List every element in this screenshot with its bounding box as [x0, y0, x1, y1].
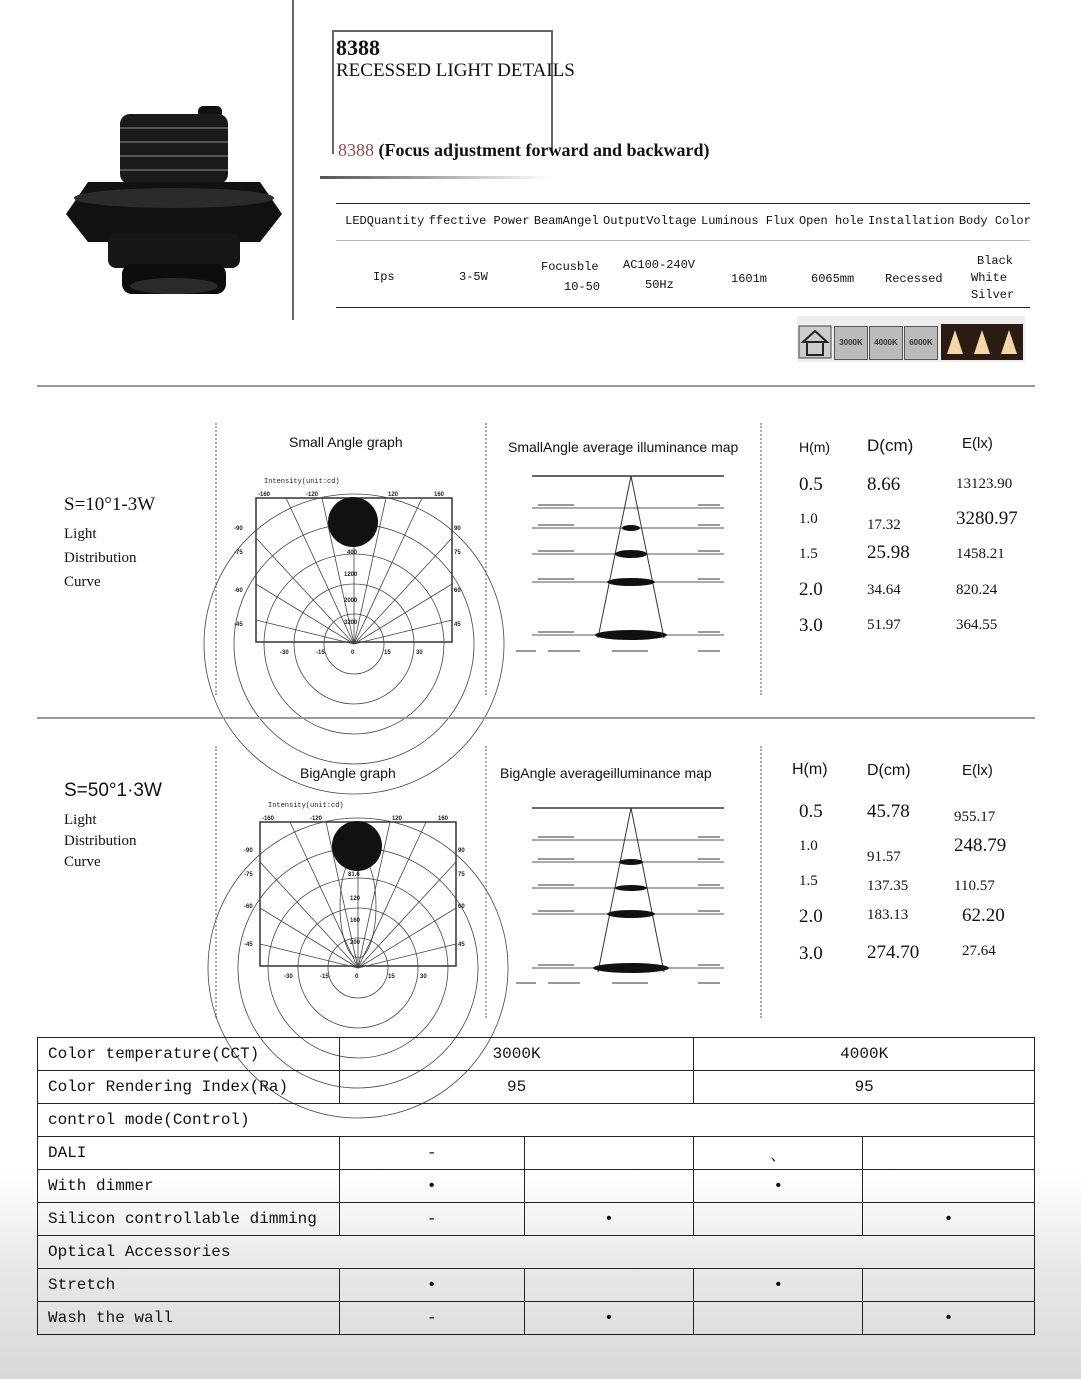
spec-header: Open hole [798, 214, 864, 228]
spec-beam-line1: Focusble [541, 260, 599, 274]
polar-tick: -60 [244, 904, 253, 910]
polar-tick: -75 [234, 550, 243, 556]
small-h-header: H(m) [799, 439, 831, 455]
big-d-value: 137.35 [867, 878, 909, 894]
optical-accessories-label: Optical Accessories [38, 1236, 1035, 1269]
table-row [38, 1071, 1035, 1104]
sub-model: 8388 [338, 140, 374, 160]
polar-tick: 60 [458, 904, 465, 910]
polar-intensity-blob [328, 497, 378, 547]
table-row [38, 1038, 1035, 1071]
polar-intensity-blob [332, 821, 382, 871]
dimmer-mark [524, 1170, 694, 1203]
polar-value: 200 [350, 940, 361, 946]
polar-unit: Intensity(unit:cd) [268, 802, 344, 810]
polar-tick: -90 [244, 848, 253, 854]
house-icon [799, 326, 831, 358]
small-h-value: 0.5 [799, 474, 823, 495]
table-row [38, 1236, 1035, 1269]
cct-badge-6000k: 6000K [904, 326, 938, 360]
polar-tick: 45 [454, 622, 461, 628]
big-dash-3 [760, 746, 762, 1018]
small-polar-chart [236, 474, 468, 662]
polar-tick: 45 [458, 942, 465, 948]
polar-tick: 30 [416, 650, 423, 656]
big-h-value: 1.0 [799, 838, 818, 854]
small-d-value: 17.32 [867, 517, 901, 533]
polar-tick: 15 [384, 650, 391, 656]
polar-tick: -15 [320, 974, 329, 980]
small-h-value: 3.0 [799, 615, 823, 636]
spec-header-row [343, 214, 1033, 228]
cct-label: Color temperature(CCT) [38, 1038, 340, 1071]
table-row [38, 1104, 1035, 1137]
spec-mid-rule [336, 240, 1030, 241]
big-e-value: 27.64 [962, 943, 996, 959]
wash-mark: - [339, 1302, 524, 1335]
polar-tick: -160 [258, 492, 271, 498]
big-e-value: 62.20 [962, 905, 1005, 926]
polar-tick: -90 [234, 526, 243, 532]
silicon-mark: - [339, 1203, 524, 1236]
big-polar-chart [240, 796, 472, 984]
wash-mark: • [524, 1302, 694, 1335]
subtitle [338, 139, 710, 161]
polar-tick: 15 [388, 974, 395, 980]
spec-hole: 6065mm [811, 272, 855, 286]
polar-tick: 60 [454, 588, 461, 594]
polar-tick: -15 [316, 650, 325, 656]
control-spec-table [37, 1037, 1035, 1335]
polar-unit: Intensity(unit:cd) [264, 478, 340, 486]
spec-flux: 1601m [731, 272, 768, 286]
dali-mark: - [339, 1137, 524, 1170]
cct-3000k: 3000K [339, 1038, 694, 1071]
big-e-header: E(lx) [962, 762, 993, 779]
table-row [38, 1170, 1035, 1203]
polar-tick: 90 [454, 526, 461, 532]
polar-tick: 0 [351, 650, 355, 656]
big-dash-2 [485, 746, 487, 1018]
big-d-value: 45.78 [867, 801, 910, 822]
dali-mark [863, 1137, 1035, 1170]
small-e-value: 820.24 [956, 582, 998, 598]
small-dash-2 [485, 423, 487, 695]
cct-badge-3000k: 3000K [834, 326, 868, 360]
spec-header: ffective Power [428, 214, 530, 228]
dimmer-mark: • [694, 1170, 863, 1203]
polar-value: 400 [347, 550, 358, 556]
small-illuminance-map [512, 468, 732, 658]
label-line: Light [64, 812, 97, 828]
small-d-value: 25.98 [867, 542, 910, 563]
silicon-label: Silicon controllable dimming [38, 1203, 340, 1236]
silicon-mark: • [863, 1203, 1035, 1236]
polar-value: 2000 [344, 598, 358, 604]
polar-tick: 120 [388, 492, 399, 498]
stretch-mark: • [339, 1269, 524, 1302]
polar-tick: 160 [438, 816, 449, 822]
header-divider [292, 0, 294, 320]
spec-power: 3-5W [459, 270, 488, 284]
polar-value: 1200 [344, 572, 358, 578]
wash-mark [694, 1302, 863, 1335]
polar-tick: 120 [392, 816, 403, 822]
big-e-value: 248.79 [954, 835, 1007, 856]
cri-3000k: 95 [339, 1071, 694, 1104]
feature-badges [797, 316, 1025, 362]
big-section-label [64, 810, 137, 873]
spec-color-line2: White [971, 271, 1008, 285]
polar-tick: -120 [310, 816, 323, 822]
big-section-title: S=50°1·3W [64, 780, 162, 801]
big-d-value: 183.13 [867, 907, 909, 923]
polar-value: 120 [350, 896, 361, 902]
spec-led-quantity: Ips [373, 270, 395, 284]
spec-header: Luminous Flux [701, 214, 795, 228]
small-d-value: 34.64 [867, 582, 901, 598]
small-e-header: E(lx) [962, 435, 993, 452]
stretch-mark [863, 1269, 1035, 1302]
spec-top-rule [336, 203, 1030, 204]
polar-value: 3200 [344, 620, 358, 626]
brush-stroke [320, 176, 552, 179]
big-d-value: 274.70 [867, 942, 920, 963]
section-divider-1 [37, 385, 1035, 387]
small-dash-3 [760, 423, 762, 695]
spec-color-line3: Silver [971, 288, 1015, 302]
big-e-value: 955.17 [954, 809, 996, 825]
table-row [38, 1137, 1035, 1170]
polar-tick: 160 [434, 492, 445, 498]
big-e-value: 110.57 [954, 878, 995, 894]
label-line: Light [64, 526, 97, 542]
small-e-value: 3280.97 [956, 508, 1018, 529]
small-h-value: 1.0 [799, 511, 818, 527]
stretch-mark [524, 1269, 694, 1302]
label-line: Distribution [64, 550, 137, 566]
section-divider-2 [37, 717, 1035, 719]
dimmer-mark: • [339, 1170, 524, 1203]
polar-tick: -160 [262, 816, 275, 822]
spec-installation: Recessed [885, 272, 943, 286]
control-mode-label: control mode(Control) [38, 1104, 1035, 1137]
small-dash-1 [215, 423, 217, 695]
small-section-label [64, 522, 137, 594]
polar-tick: 0 [355, 974, 359, 980]
table-row [38, 1302, 1035, 1335]
polar-value: 160 [350, 918, 361, 924]
spec-header: Installation [868, 214, 955, 228]
polar-tick: -30 [280, 650, 289, 656]
spec-header: OutputVoltage [603, 214, 697, 228]
cct-badge-4000k: 4000K [869, 326, 903, 360]
polar-tick: 75 [454, 550, 461, 556]
spec-color-line1: Black [977, 254, 1014, 268]
model-number: 8388 [336, 35, 380, 60]
spec-header: Body Color [958, 214, 1031, 228]
small-e-value: 1458.21 [956, 546, 1005, 562]
polar-tick: 75 [458, 872, 465, 878]
spec-header: LEDQuantity [345, 214, 425, 228]
page-title: RECESSED LIGHT DETAILS [336, 60, 575, 81]
big-h-value: 2.0 [799, 906, 823, 927]
sub-description: (Focus adjustment forward and backward) [378, 140, 710, 160]
big-graph-title: BigAngle graph [300, 765, 396, 781]
silicon-mark: • [524, 1203, 694, 1236]
dimmer-mark [863, 1170, 1035, 1203]
big-illuminance-map [512, 800, 732, 990]
polar-tick: 30 [420, 974, 427, 980]
label-line: Curve [64, 854, 101, 870]
label-line: Curve [64, 574, 101, 590]
big-d-value: 91.57 [867, 849, 901, 865]
polar-value: 81.6 [348, 872, 360, 878]
dali-mark [524, 1137, 694, 1170]
product-photo [60, 98, 285, 300]
light-effect-icon [941, 324, 1023, 360]
silicon-mark [694, 1203, 863, 1236]
polar-tick: 90 [458, 848, 465, 854]
big-h-header: H(m) [792, 761, 828, 778]
spec-voltage-line2: 50Hz [645, 278, 674, 292]
wash-mark: • [863, 1302, 1035, 1335]
cri-label: Color Rendering Index(Ra) [38, 1071, 340, 1104]
spec-header: BeamAngel [533, 214, 599, 228]
polar-tick: -45 [244, 942, 253, 948]
dali-mark: 、 [694, 1137, 863, 1170]
small-d-value: 51.97 [867, 617, 901, 633]
small-h-value: 2.0 [799, 579, 823, 600]
polar-tick: -120 [306, 492, 319, 498]
table-row [38, 1203, 1035, 1236]
polar-tick: -45 [234, 622, 243, 628]
cri-4000k: 95 [694, 1071, 1035, 1104]
polar-tick: -75 [244, 872, 253, 878]
small-e-value: 13123.90 [956, 476, 1013, 492]
small-graph-title: Small Angle graph [289, 434, 403, 450]
dimmer-label: With dimmer [38, 1170, 340, 1203]
stretch-mark: • [694, 1269, 863, 1302]
spec-bottom-rule [336, 307, 1030, 308]
polar-tick: -30 [284, 974, 293, 980]
small-h-value: 1.5 [799, 546, 818, 562]
spec-beam-line2: 10-50 [564, 280, 601, 294]
stretch-label: Stretch [38, 1269, 340, 1302]
small-section-title: S=10°1-3W [64, 494, 156, 515]
big-h-value: 1.5 [799, 873, 818, 889]
label-line: Distribution [64, 833, 137, 849]
table-row [38, 1269, 1035, 1302]
small-d-header: D(cm) [867, 436, 914, 455]
small-map-title: SmallAngle average illuminance map [508, 439, 739, 455]
big-h-value: 3.0 [799, 943, 823, 964]
wash-label: Wash the wall [38, 1302, 340, 1335]
big-map-title: BigAngle averageilluminance map [500, 765, 712, 781]
dali-label: DALI [38, 1137, 340, 1170]
big-dash-1 [215, 746, 217, 1018]
spec-voltage-line1: AC100-240V [623, 258, 696, 272]
polar-tick: -60 [234, 588, 243, 594]
big-h-value: 0.5 [799, 801, 823, 822]
small-d-value: 8.66 [867, 474, 901, 495]
small-e-value: 364.55 [956, 617, 998, 633]
big-d-header: D(cm) [867, 762, 911, 779]
cct-4000k: 4000K [694, 1038, 1035, 1071]
